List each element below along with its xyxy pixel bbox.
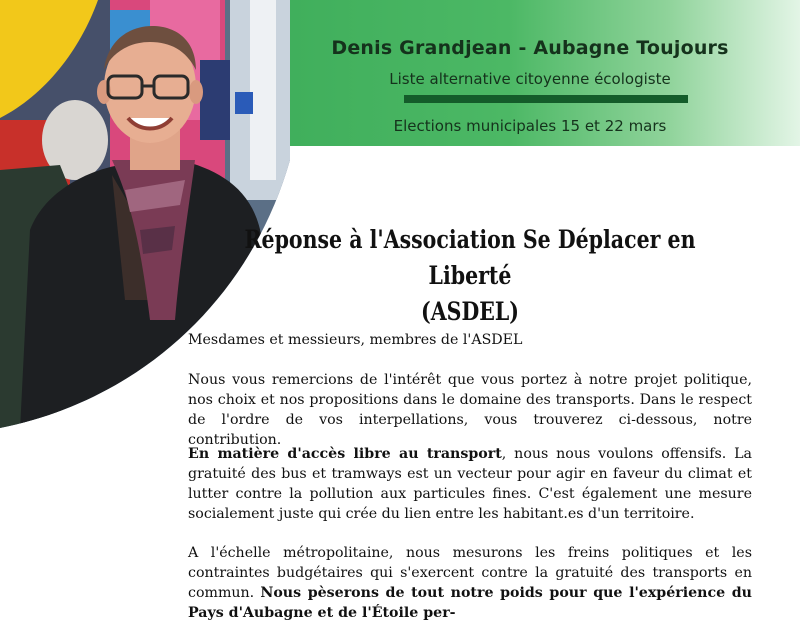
- paragraph-metropolitan-bold: Nous pèserons de tout notre poids pour que l'expérience du Pays d'Aubagne et de l'Étoile per-: [188, 585, 752, 621]
- paragraph-free-transport-body: , nous nous voulons offensifs. La gratuité des bus et tramways est un vecteur pour agir en faveur du climat et lutter contre la pollution aux particules fines. C'est également une mesure socialement juste qui crée du lien entre les habitant.es d'un territoire.: [188, 446, 752, 522]
- paragraph-metropolitan: [188, 543, 752, 623]
- candidate-list-title: Denis Grandjean - Aubagne Toujours: [331, 37, 729, 59]
- header: [290, 0, 770, 146]
- salutation: Mesdames et messieurs, membres de l'ASDEL: [188, 332, 523, 348]
- yellow-corner-accent: [0, 0, 120, 120]
- paragraph-intro: Nous vous remercions de l'intérêt que vous portez à notre projet politique, nos choix et nos propositions dans le domaine des transports. Dans le respect de l'ordre de vos interpellations, vous trouverez ci-dessous, notre contribution.: [188, 372, 752, 448]
- document-title: [240, 222, 699, 330]
- list-subtitle: Liste alternative citoyenne écologiste: [389, 70, 671, 88]
- paragraph-free-transport: [188, 444, 752, 524]
- document-title-line2: (ASDEL): [421, 297, 519, 326]
- header-divider-bar: [404, 95, 688, 103]
- paragraph-free-transport-lead: En matière d'accès libre au transport: [188, 446, 502, 462]
- election-dates: Elections municipales 15 et 22 mars: [393, 117, 667, 135]
- paragraph-metropolitan-body: A l'échelle métropolitaine, nous mesurons les freins politiques et les contraintes budgétaires qui s'exercent contre la gratuité des transports en commun.: [188, 545, 752, 601]
- document-title-line1: Réponse à l'Association Se Déplacer en Liberté: [244, 225, 696, 290]
